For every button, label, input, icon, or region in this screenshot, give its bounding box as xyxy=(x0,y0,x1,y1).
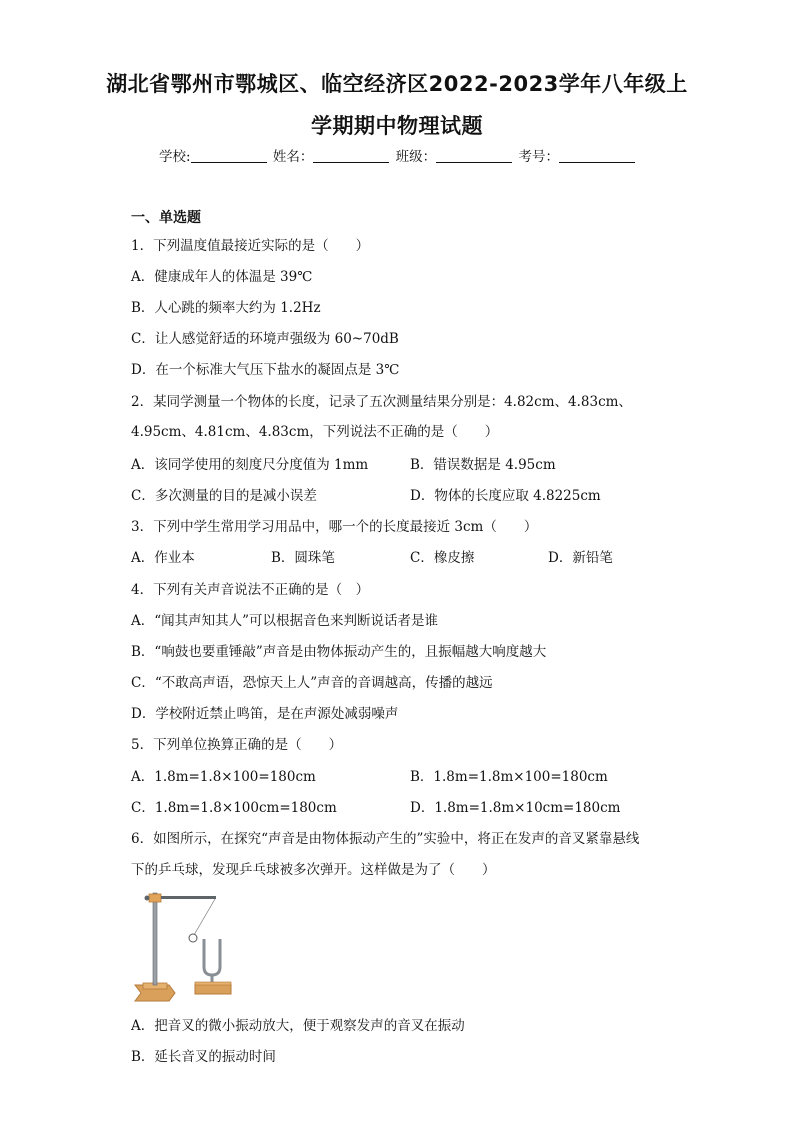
q1-option-c: C．让人感觉舒适的环境声强级为 60~70dB xyxy=(131,331,399,347)
q3-stem: 3．下列中学生常用学习用品中，哪一个的长度最接近 3cm（ ） xyxy=(131,519,538,535)
id-label: 考号： xyxy=(518,149,559,165)
thread xyxy=(194,899,215,935)
q2-option-b: B．错误数据是 4.95cm xyxy=(410,457,556,473)
q5-option-d: D．1.8m=1.8m×10cm=180cm xyxy=(410,800,621,816)
q3-option-c: C．橡皮擦 xyxy=(410,550,475,566)
student-info-row xyxy=(0,145,794,165)
q6-option-b: B．延长音叉的振动时间 xyxy=(131,1049,276,1065)
q4-stem: 4．下列有关声音说法不正确的是（ ） xyxy=(131,582,370,598)
q5-option-a: A．1.8m=1.8×100=180cm xyxy=(131,769,316,785)
q1-option-d: D．在一个标准大气压下盐水的凝固点是 3℃ xyxy=(131,362,400,378)
id-blank[interactable] xyxy=(559,148,635,163)
ping-pong-ball xyxy=(189,934,197,942)
q1-option-a: A．健康成年人的体温是 39℃ xyxy=(131,269,313,285)
fork-box xyxy=(195,984,231,994)
school-blank[interactable] xyxy=(191,148,267,163)
q1-option-b: B．人心跳的频率大约为 1.2Hz xyxy=(131,300,321,316)
stand-arm xyxy=(161,896,216,899)
q5-option-c: C．1.8m=1.8×100cm=180cm xyxy=(131,800,337,816)
name-blank[interactable] xyxy=(313,148,389,163)
q2-stem-2: 4.95cm、4.81cm、4.83cm，下列说法不正确的是（ ） xyxy=(131,424,499,440)
q4-option-a: A．“闻其声知其人”可以根据音色来判断说话者是谁 xyxy=(131,613,439,629)
title-line-1: 湖北省鄂州市鄂城区、临空经济区2022-2023学年八年级上 xyxy=(106,72,688,96)
q6-option-a: A．把音叉的微小振动放大，便于观察发声的音叉在振动 xyxy=(131,1018,465,1034)
q2-option-a: A．该同学使用的刻度尺分度值为 1mm xyxy=(131,457,369,473)
q4-option-d: D．学校附近禁止鸣笛，是在声源处减弱噪声 xyxy=(131,706,399,722)
q3-option-d: D．新铅笔 xyxy=(548,550,613,566)
q2-option-c: C．多次测量的目的是减小误差 xyxy=(131,488,317,504)
q2-option-d: D．物体的长度应取 4.8225cm xyxy=(410,488,601,504)
q5-option-b: B．1.8m=1.8m×100=180cm xyxy=(410,769,608,785)
stand-clamp xyxy=(149,894,161,902)
q6-stem-2: 下的乒乓球，发现乒乓球被多次弹开。这样做是为了（ ） xyxy=(131,862,496,878)
tuning-fork xyxy=(204,939,220,975)
school-label: 学校: xyxy=(159,149,191,165)
q1-stem: 1．下列温度值最接近实际的是（ ） xyxy=(131,238,370,254)
section-title: 一、单选题 xyxy=(131,210,201,226)
q2-stem-1: 2．某同学测量一个物体的长度，记录了五次测量结果分别是：4.82cm、4.83cm、 xyxy=(131,394,632,410)
fork-box-top xyxy=(195,982,231,985)
q5-stem: 5．下列单位换算正确的是（ ） xyxy=(131,737,343,753)
title-line-2: 学期期中物理试题 xyxy=(311,114,483,138)
class-blank[interactable] xyxy=(436,148,512,163)
stand-rod xyxy=(153,893,157,985)
q3-option-b: B．圆珠笔 xyxy=(271,550,335,566)
q4-option-c: C．“不敢高声语，恐惊天上人”声音的音调越高，传播的越远 xyxy=(131,675,493,691)
class-label: 班级： xyxy=(395,149,437,165)
clamp-knob xyxy=(145,896,150,901)
q4-option-b: B．“响鼓也要重锤敲”声音是由物体振动产生的，且振幅越大响度越大 xyxy=(131,644,547,660)
q3-option-a: A．作业本 xyxy=(131,550,195,566)
q6-stem-1: 6．如图所示，在探究“声音是由物体振动产生的”实验中，将正在发声的音叉紧靠悬线 xyxy=(131,831,640,847)
tuning-fork-figure xyxy=(131,885,241,1005)
name-label: 姓名： xyxy=(272,149,314,165)
